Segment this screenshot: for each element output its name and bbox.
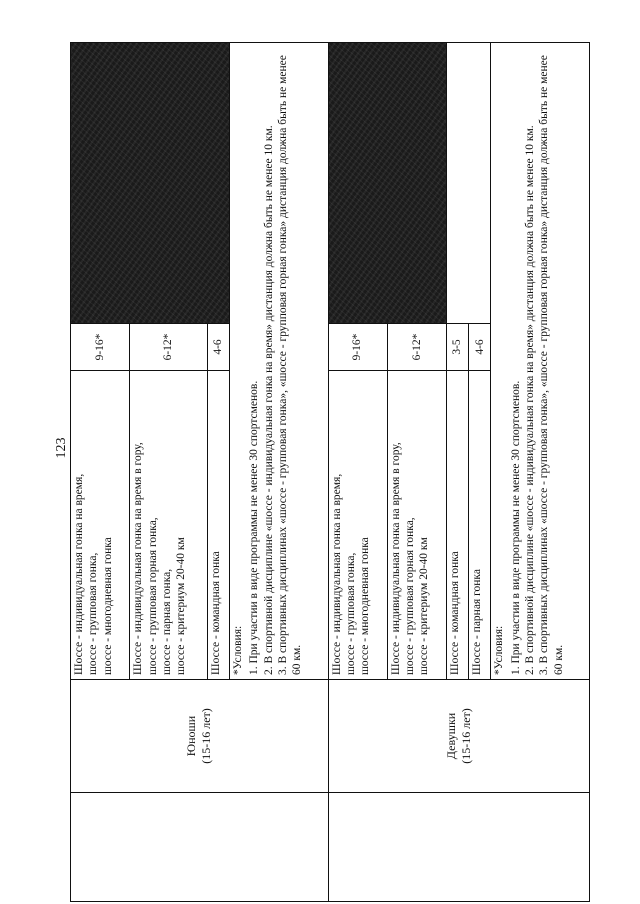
conditions-cell [491, 43, 590, 680]
group-cell-boys [71, 680, 329, 793]
shaded-cell [71, 43, 230, 324]
condition-item: 2. В спортивной дисциплине «шоссе - индивидуальная гонка на время» дистанция должна быть не менее 10 км. [262, 125, 275, 675]
discipline-cell [328, 371, 387, 680]
conditions-title: *Условия: [231, 625, 244, 675]
blank-cell [446, 43, 491, 324]
discipline-cell [130, 371, 208, 680]
value-cell: 6-12* [130, 324, 208, 371]
condition-item: 3. В спортивных дисциплинах «шоссе - групповая гонка», «шоссе - групповая горная гонка» дистанция должна быть не менее 60 км. [538, 55, 565, 675]
group-name: Девушки [443, 712, 458, 760]
discipline-cell [207, 371, 229, 680]
value-cell: 9-16* [328, 324, 387, 371]
discipline-line: шоссе - парная гонка, [160, 568, 173, 675]
rotated-table-sheet [70, 42, 590, 902]
group-age: (15-16 лет) [458, 708, 473, 764]
discipline-line: шоссе - критериум 20-40 км [418, 537, 431, 675]
conditions-title: *Условия: [493, 625, 506, 675]
discipline-line: шоссе - групповая гонка, [87, 552, 100, 675]
shaded-cell [328, 43, 446, 324]
table-row [71, 43, 130, 902]
empty-cell [71, 793, 329, 902]
discipline-line: шоссе - групповая гонка, [344, 552, 357, 675]
discipline-line: Шоссе - командная гонка [209, 551, 222, 675]
conditions-cell [229, 43, 328, 680]
discipline-cell [387, 371, 446, 680]
discipline-cell [446, 371, 468, 680]
group-name: Юноши [184, 715, 199, 757]
group-age: (15-16 лет) [199, 708, 214, 764]
discipline-line: Шоссе - индивидуальная гонка на время, [330, 473, 343, 675]
value-cell: 9-16* [71, 324, 130, 371]
discipline-line: Шоссе - индивидуальная гонка на время в гору, [132, 442, 145, 675]
discipline-line: Шоссе - индивидуальная гонка на время, [73, 473, 85, 675]
condition-item: 3. В спортивных дисциплинах «шоссе - групповая гонка», «шоссе - групповая горная гонка» дистанция должна быть не менее 60 км. [277, 55, 304, 675]
discipline-line: Шоссе - парная гонка [471, 569, 484, 675]
condition-item: 1. При участии в виде программы не менее 30 спортсменов. [509, 380, 522, 675]
value-cell: 4-6 [469, 324, 491, 371]
empty-cell [328, 793, 589, 902]
value-cell: 4-6 [207, 324, 229, 371]
table-row [328, 43, 387, 902]
discipline-line: шоссе - групповая горная гонка, [146, 517, 159, 675]
page-number: 123 [54, 437, 69, 459]
competition-table [70, 42, 590, 902]
condition-item: 1. При участии в виде программы не менее 30 спортсменов. [248, 380, 261, 675]
group-cell-girls [328, 680, 589, 793]
discipline-line: шоссе - многодневная гонка [359, 537, 372, 675]
discipline-cell [469, 371, 491, 680]
discipline-line: шоссе - групповая горная гонка, [404, 517, 417, 675]
discipline-cell [71, 371, 130, 680]
value-cell: 6-12* [387, 324, 446, 371]
discipline-line: шоссе - критериум 20-40 км [175, 537, 188, 675]
discipline-line: Шоссе - командная гонка [448, 551, 461, 675]
discipline-line: шоссе - многодневная гонка [101, 537, 114, 675]
condition-item: 2. В спортивной дисциплине «шоссе - индивидуальная гонка на время» дистанция должна быть не менее 10 км. [524, 125, 537, 675]
value-cell: 3-5 [446, 324, 468, 371]
discipline-line: Шоссе - индивидуальная гонка на время в гору, [389, 442, 402, 675]
